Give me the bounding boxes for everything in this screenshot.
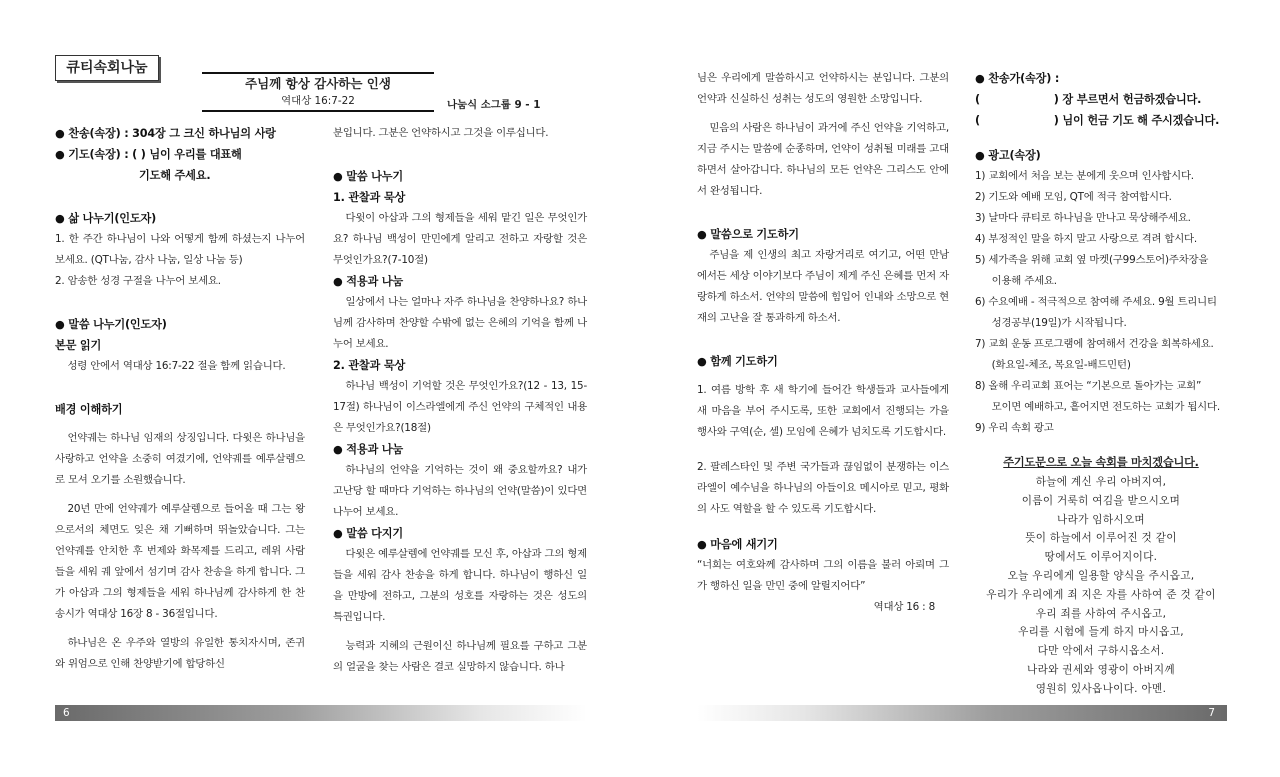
firm-word-paragraph-2: 능력과 지혜의 근원이신 하나님께 필요를 구하고 그분의 얼굴을 찾는 사람은 결코 실망하지 않습니다. 하나	[333, 640, 587, 673]
announcement-item: 9) 우리 속회 광고	[975, 422, 1054, 434]
prayer-line: 우리가 우리에게 죄 지은 자를 사하여 준 것 같이	[986, 588, 1216, 601]
pray-together-item-2: 2. 팔레스타인 및 주변 국가들과 끊임없이 분쟁하는 이스라엘이 예수님을 하나님의 아들이요 메시아로 믿고, 평화의 사도 역할을 할 수 있도록 기도합시다.	[697, 461, 949, 515]
firm-word-paragraph-1: 다윗은 예루살렘에 언약궤를 모신 후, 아삽과 그의 형제들을 세워 감사 찬송을 하게 합니다. 하나님이 행하신 일을 만방에 전하고, 그분의 성호를 자랑하는 것은 성도의 특권입니다.	[333, 548, 587, 623]
brand-label: 큐티속회나눔	[55, 55, 159, 81]
hymn-offering-line: ( ) 장 부르면서 헌금하겠습니다.	[975, 93, 1202, 106]
footer-left-bar	[55, 705, 587, 721]
group-label: 나눔식 소그룹 9 - 1	[447, 99, 541, 111]
announcement-item: 7) 교회 운동 프로그램에 참여해서 건강을 회복하세요.	[975, 338, 1214, 350]
announcement-item: 4) 부정적인 말을 하지 말고 사랑으로 격려 합시다.	[975, 233, 1197, 245]
life-sharing-item-1: 1. 한 주간 하나님이 나와 어떻게 함께 하셨는지 나누어 보세요. (QT나눔, 감사 나눔, 일상 나눔 등)	[55, 233, 305, 266]
reading-title: 본문 읽기	[55, 339, 102, 352]
observation-1-title: 1. 관찰과 묵상	[333, 191, 406, 204]
prayer-line: 우리를 시험에 들게 하지 마시옵고,	[1018, 626, 1184, 639]
application-1-title: ● 적용과 나눔	[333, 275, 403, 288]
application-2-text: 하나님의 언약을 기억하는 것이 왜 중요할까요? 내가 고난당 할 때마다 기억하는 하나님의 언약(말씀)이 있다면 나누어 보세요.	[333, 464, 587, 518]
hymn-title: ● 찬송가(속장) :	[975, 72, 1060, 85]
closing-title: 주기도문으로 오늘 속회를 마치겠습니다.	[1003, 456, 1199, 469]
hymn-line: ● 찬송(속장) : 304장 그 크신 하나님의 사랑	[55, 127, 276, 140]
page-number-right: 7	[1208, 707, 1215, 719]
footer-right-bar	[697, 705, 1227, 721]
title-box	[202, 72, 434, 112]
scripture-reference: 역대상 16:7-22	[281, 95, 355, 107]
background-paragraph-3: 하나님은 온 우주와 열방의 유일한 통치자시며, 존귀와 위엄으로 인해 찬양받기에 합당하신	[55, 637, 305, 670]
announcement-item: 2) 기도와 예배 모임, QT에 적극 참여합시다.	[975, 191, 1172, 203]
announcement-item: 성경공부(19일)가 시작됩니다.	[991, 317, 1127, 329]
memorize-title: ● 마음에 새기기	[697, 538, 778, 551]
observation-1-text: 다윗이 아삽과 그의 형제들을 세워 맡긴 일은 무엇인가요? 하나님 백성이 만민에게 알리고 전하고 자랑할 것은 무엇인가요?(7-10절)	[333, 212, 587, 266]
column-4	[975, 68, 1227, 699]
column-1	[55, 123, 305, 675]
announcement-item: 6) 수요예배 - 적극적으로 참여해 주세요. 9월 트리니티	[975, 296, 1217, 308]
prayer-line: 오늘 우리에게 일용할 양식을 주시옵고,	[1007, 569, 1195, 582]
prayer-line: 나라와 권세와 영광이 아버지께	[1027, 663, 1175, 676]
announcements-list	[975, 166, 1227, 439]
life-sharing-title: ● 삶 나누기(인도자)	[55, 212, 157, 225]
memory-verse: “너희는 여호와께 감사하며 그의 이름을 불러 아뢰며 그가 행하신 일을 만민 중에 알릴지어다”	[697, 559, 949, 592]
page-title: 주님께 항상 감사하는 인생	[245, 76, 391, 91]
column-3	[697, 68, 949, 618]
column-2	[333, 123, 587, 678]
announcement-item: 모이면 예배하고, 흩어지면 전도하는 교회가 됩시다.	[991, 401, 1220, 413]
background-title: 배경 이해하기	[55, 403, 123, 416]
prayer-line-cont: 기도해 주세요.	[139, 169, 211, 182]
pray-together-item-1: 1. 여름 방학 후 새 학기에 들어간 학생들과 교사들에게 새 마음을 부어 주시도록, 또한 교회에서 진행되는 가을 행사와 구역(순, 셀) 모임에 은혜가 넘치도록 기도합시다.	[697, 384, 949, 438]
prayer-line: ● 기도(속장) : ( ) 님이 우리를 대표해	[55, 148, 242, 161]
observation-2-title: 2. 관찰과 묵상	[333, 359, 406, 372]
offering-prayer-line: ( ) 님이 헌금 기도 해 주시겠습니다.	[975, 114, 1220, 127]
application-2-title: ● 적용과 나눔	[333, 443, 403, 456]
prayer-line: 영원히 있사옵나이다. 아멘.	[1035, 682, 1167, 695]
announcement-item: 5) 세가족을 위해 교회 옆 마켓(구99스토어)주차장을	[975, 254, 1209, 266]
pray-together-title: ● 함께 기도하기	[697, 355, 778, 368]
announcement-item: 1) 교회에서 처음 보는 분에게 웃으며 인사합시다.	[975, 170, 1194, 182]
announcement-item: 이용해 주세요.	[991, 275, 1057, 287]
observation-2-text: 하나님 백성이 기억할 것은 무엇인가요?(12 - 13, 15-17절) 하나님이 이스라엘에게 주신 언약의 구체적인 내용은 무엇인가요?(18절)	[333, 380, 587, 434]
application-1-text: 일상에서 나는 얼마나 자주 하나님을 찬양하나요? 하나님께 감사하며 찬양할 수밖에 없는 은혜의 기억을 함께 나누어 보세요.	[333, 296, 587, 350]
reading-text: 성령 안에서 역대상 16:7-22 절을 함께 읽습니다.	[67, 360, 286, 372]
background-paragraph-1: 언약궤는 하나님 임재의 상징입니다. 다윗은 하나님을 사랑하고 언약을 소중히 여겼기에, 언약궤를 예루살렘으로 모셔 오기를 소원했습니다.	[55, 432, 305, 486]
firm-word-title: ● 말씀 다지기	[333, 527, 403, 540]
word-prayer-title: ● 말씀으로 기도하기	[697, 228, 799, 241]
announcement-item: 8) 올해 우리교회 표어는 “기본으로 돌아가는 교회”	[975, 380, 1202, 392]
faith-paragraph: 믿음의 사람은 하나님이 과거에 주신 언약을 기억하고, 지금 주시는 말씀에 순종하며, 언약이 성취될 미래를 고대하면서 살아갑니다. 하나님의 모든 언약은 그리스도 안에서 완성됩니다.	[697, 122, 949, 197]
prayer-line: 뜻이 하늘에서 이루어진 것 같이	[1025, 532, 1177, 545]
background-paragraph-2: 20년 만에 언약궤가 예루살렘으로 들어올 때 그는 왕으로서의 체면도 잊은 채 기뻐하며 뛰놀았습니다. 그는 언약궤를 안치한 후 번제와 화목제를 드리고, 레위 사람들을 세워 궤 앞에서 섬기며 감사 찬송을 하게 합니다. 그가 아삽과 그의 형제들을 세워 하나님께 감사하게 한 찬송시가 역대상 16장 8 - 36절입니다.	[55, 503, 305, 620]
memory-verse-reference: 역대상 16 : 8	[873, 601, 935, 613]
share-title: ● 말씀 나누기	[333, 170, 403, 183]
prayer-line: 이름이 거룩히 여김을 받으시오며	[1021, 494, 1181, 507]
word-prayer-text: 주님을 제 인생의 최고 자랑거리로 여기고, 어떤 만남에서든 세상 이야기보다 주님이 제게 주신 은혜를 먼저 자랑하게 하소서. 언약의 말씀에 힘입어 인내와 소망으로 현재의 고난을 잘 통과하게 하소서.	[697, 249, 949, 324]
page-number-left: 6	[63, 707, 70, 719]
prayer-line: 다만 악에서 구하시옵소서.	[1037, 645, 1165, 658]
prayer-line: 땅에서도 이루어지이다.	[1044, 551, 1158, 564]
continued-text: 님은 우리에게 말씀하시고 언약하시는 분입니다. 그분의 언약과 신실하신 성취는 성도의 영원한 소망입니다.	[697, 72, 949, 105]
announcement-item: 3) 날마다 큐티로 하나님을 만나고 묵상해주세요.	[975, 212, 1191, 224]
continued-text: 분입니다. 그분은 언약하시고 그것을 이루십니다.	[333, 127, 549, 139]
life-sharing-item-2: 2. 암송한 성경 구절을 나누어 보세요.	[55, 275, 221, 287]
announcements-title: ● 광고(속장)	[975, 149, 1041, 162]
prayer-line: 나라가 임하시오며	[1057, 513, 1145, 526]
announcement-item: (화요일-체조, 목요일-배드민턴)	[991, 359, 1131, 371]
lords-prayer	[975, 473, 1227, 699]
word-sharing-title: ● 말씀 나누기(인도자)	[55, 318, 167, 331]
prayer-line: 하늘에 계신 우리 아버지여,	[1035, 476, 1167, 488]
prayer-line: 우리 죄를 사하여 주시옵고,	[1035, 607, 1167, 620]
